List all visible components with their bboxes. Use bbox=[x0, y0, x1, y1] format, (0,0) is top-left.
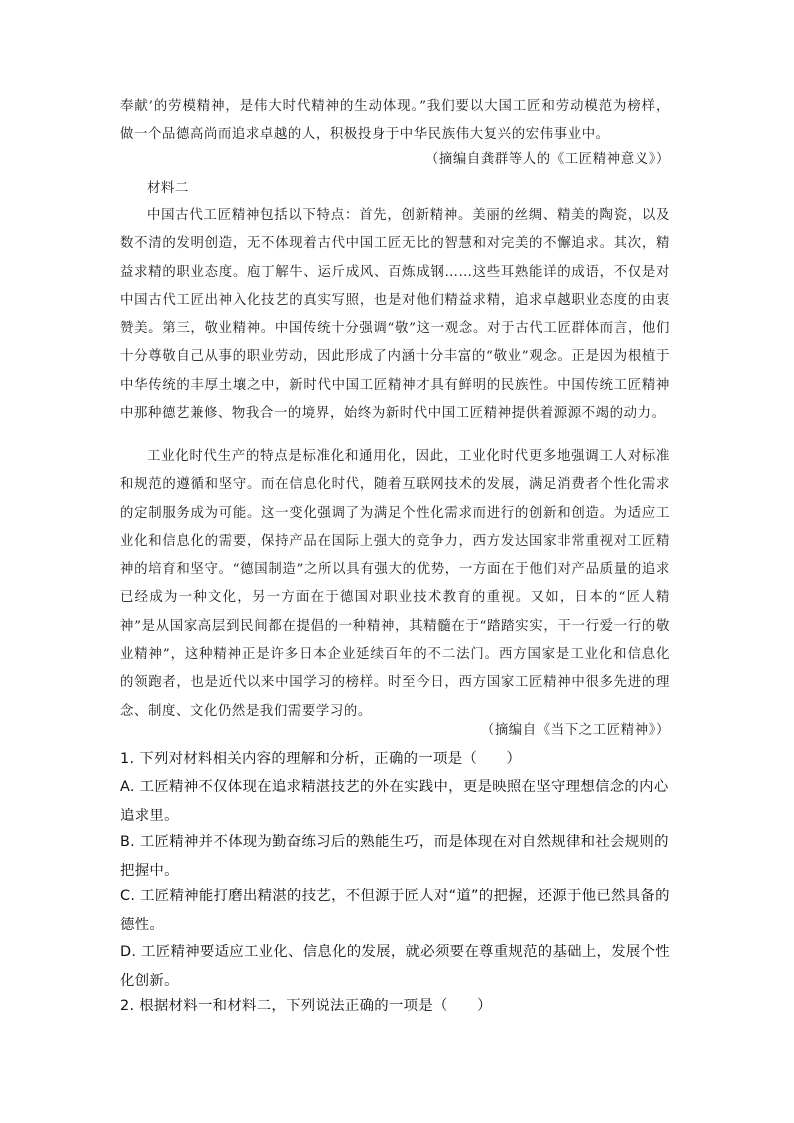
material-two-source: （摘编自《当下之工匠精神》） bbox=[480, 723, 670, 738]
material-one-closing-paragraph: 奉献’的劳模精神，是伟大时代精神的生动体现。”我们要以大国工匠和劳动模范为榜样，做一个品德高尚而追求卓越的人，积极投身于中华民族伟大复兴的宏伟事业中。 bbox=[120, 99, 670, 143]
question-1-option-b: B. 工匠精神并不体现为勤奋练习后的熟能生巧，而是体现在对自然规律和社会规则的把握中。 bbox=[120, 834, 669, 880]
question-1-option-d: D. 工匠精神要适应工业化、信息化的发展，就必须要在尊重规范的基础上，发展个性化创新。 bbox=[120, 944, 670, 990]
question-1-option-c: C. 工匠精神能打磨出精湛的技艺，不但源于匠人对“道”的把握，还源于他已然具备的德性。 bbox=[120, 888, 670, 934]
material-two-heading: 材料二 bbox=[147, 181, 189, 196]
question-1-stem: 1. 下列对材料相关内容的理解和分析，正确的一项是（ ） bbox=[120, 751, 522, 767]
question-2-stem: 2. 根据材料一和材料二，下列说法正确的一项是（ ） bbox=[120, 998, 492, 1014]
material-one-source: （摘编自龚群等人的《工匠精神意义》） bbox=[424, 152, 670, 167]
material-two-paragraph-1: 中国古代工匠精神包括以下特点：首先，创新精神。美丽的丝绸、精美的陶瓷，以及数不清的发明创造，无不体现着古代中国工匠无比的智慧和对完美的不懈追求。其次，精益求精的职业态度。庖丁解牛、运斤成风、百炼成钢……这些耳熟能详的成语，不仅是对中国古代工匠出神入化技艺的真实写照，也是对他们精益求精，追求卓越职业态度的由衷赞美。第三，敬业精神。中国传统十分强调“敬”这一观念。对于古代工匠群体而言，他们十分尊敬自己从事的职业劳动，因此形成了内涵十分丰富的“敬业”观念。正是因为根植于中华传统的丰厚土壤之中，新时代中国工匠精神才具有鲜明的民族性。中国传统工匠精神中那种德艺兼修、物我合一的境界，始终为新时代中国工匠精神提供着源源不竭的动力。 bbox=[120, 208, 670, 422]
material-two-paragraph-2: 工业化时代生产的特点是标准化和通用化，因此，工业化时代更多地强调工人对标准和规范的遵循和坚守。而在信息化时代，随着互联网技术的发展，满足消费者个性化需求的定制服务成为可能。这一变化强调了为满足个性化需求而进行的创新和创造。为适应工业化和信息化的需要，保持产品在国际上强大的竞争力，西方发达国家非常重视对工匠精神的培育和坚守。“德国制造”之所以具有强大的优势，一方面在于他们对产品质量的追求已经成为一种文化，另一方面在于德国对职业技术教育的重视。又如，日本的“匠人精神”是从国家高层到民间都在提倡的一种精神，其精髓在于“踏踏实实，干一行爱一行的敬业精神”，这种精神正是许多日本企业延续百年的不二法门。西方国家是工业化和信息化的领跑者，也是近代以来中国学习的榜样。时至今日，西方国家工匠精神中很多先进的理念、制度、文化仍然是我们需要学习的。 bbox=[120, 449, 670, 719]
question-1-option-a: A. 工匠精神不仅体现在追求精湛技艺的外在实践中，更是映照在坚守理想信念的内心追求里。 bbox=[120, 779, 669, 825]
